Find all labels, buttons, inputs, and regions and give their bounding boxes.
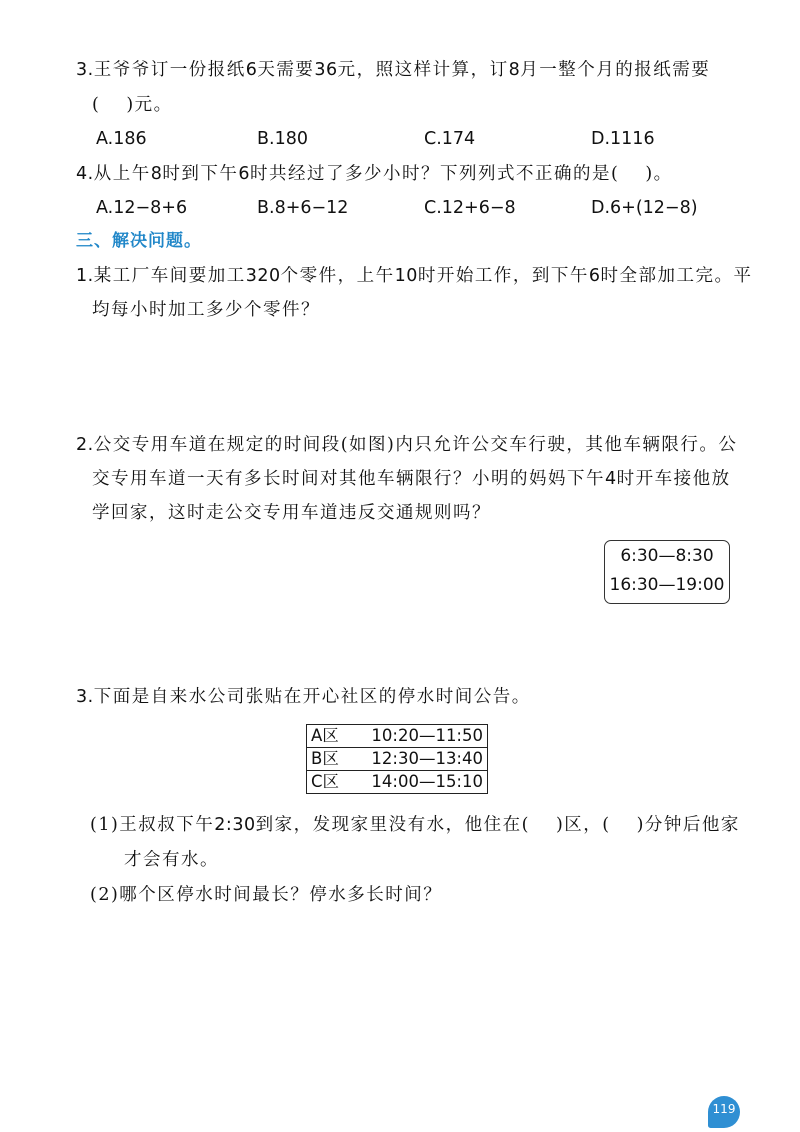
q3-line1: 3.王爷爷订一份报纸6天需要36元，照这样计算，订8月一整个月的报纸需要 [76, 60, 711, 80]
q4-line1: 4.从上午8时到下午6时共经过了多少小时？下列列式不正确的是( )。 [76, 164, 673, 184]
p3-sub2: (2)哪个区停水时间最长？停水多长时间？ [90, 885, 443, 905]
p1-line2: 均每小时加工多少个零件？ [92, 300, 320, 320]
p3-line1: 3.下面是自来水公司张贴在开心社区的停水时间公告。 [76, 687, 531, 707]
q3-option-b: B.180 [257, 129, 308, 149]
p2-line2: 交专用车道一天有多长时间对其他车辆限行？小明的妈妈下午4时开车接他放 [92, 469, 731, 489]
zone-cell: B区 [307, 748, 366, 771]
section-heading: 三、解决问题。 [76, 231, 202, 251]
bus-lane-time-evening: 16:30—19:00 [609, 575, 725, 595]
q4-option-c: C.12+6−8 [424, 198, 516, 218]
table-row [307, 725, 488, 748]
q3-line2: ( )元。 [92, 95, 173, 115]
q4-option-b: B.8+6−12 [257, 198, 349, 218]
water-outage-table [306, 724, 488, 794]
zone-cell: A区 [307, 725, 366, 748]
p2-line1: 2.公交专用车道在规定的时间段(如图)内只允许公交车行驶，其他车辆限行。公 [76, 435, 738, 455]
table-row [307, 771, 488, 794]
q4-option-a: A.12−8+6 [96, 198, 188, 218]
table-row [307, 748, 488, 771]
time-cell: 14:00—15:10 [365, 771, 488, 794]
p3-sub1-line1: (1)王叔叔下午2:30到家，发现家里没有水，他住在( )区，( )分钟后他家 [90, 815, 740, 835]
bus-lane-time-morning: 6:30—8:30 [620, 546, 714, 566]
q3-option-d: D.1116 [591, 129, 655, 149]
p1-line1: 1.某工厂车间要加工320个零件，上午10时开始工作，到下午6时全部加工完。平 [76, 266, 753, 286]
time-cell: 10:20—11:50 [365, 725, 488, 748]
q3-option-a: A.186 [96, 129, 147, 149]
time-cell: 12:30—13:40 [365, 748, 488, 771]
q3-option-c: C.174 [424, 129, 476, 149]
p2-line3: 学回家，这时走公交专用车道违反交通规则吗？ [92, 503, 491, 523]
page-number: 119 [708, 1096, 740, 1128]
bus-lane-time-box [604, 540, 730, 604]
zone-cell: C区 [307, 771, 366, 794]
p3-sub1-line2: 才会有水。 [124, 850, 219, 870]
q4-option-d: D.6+(12−8) [591, 198, 698, 218]
